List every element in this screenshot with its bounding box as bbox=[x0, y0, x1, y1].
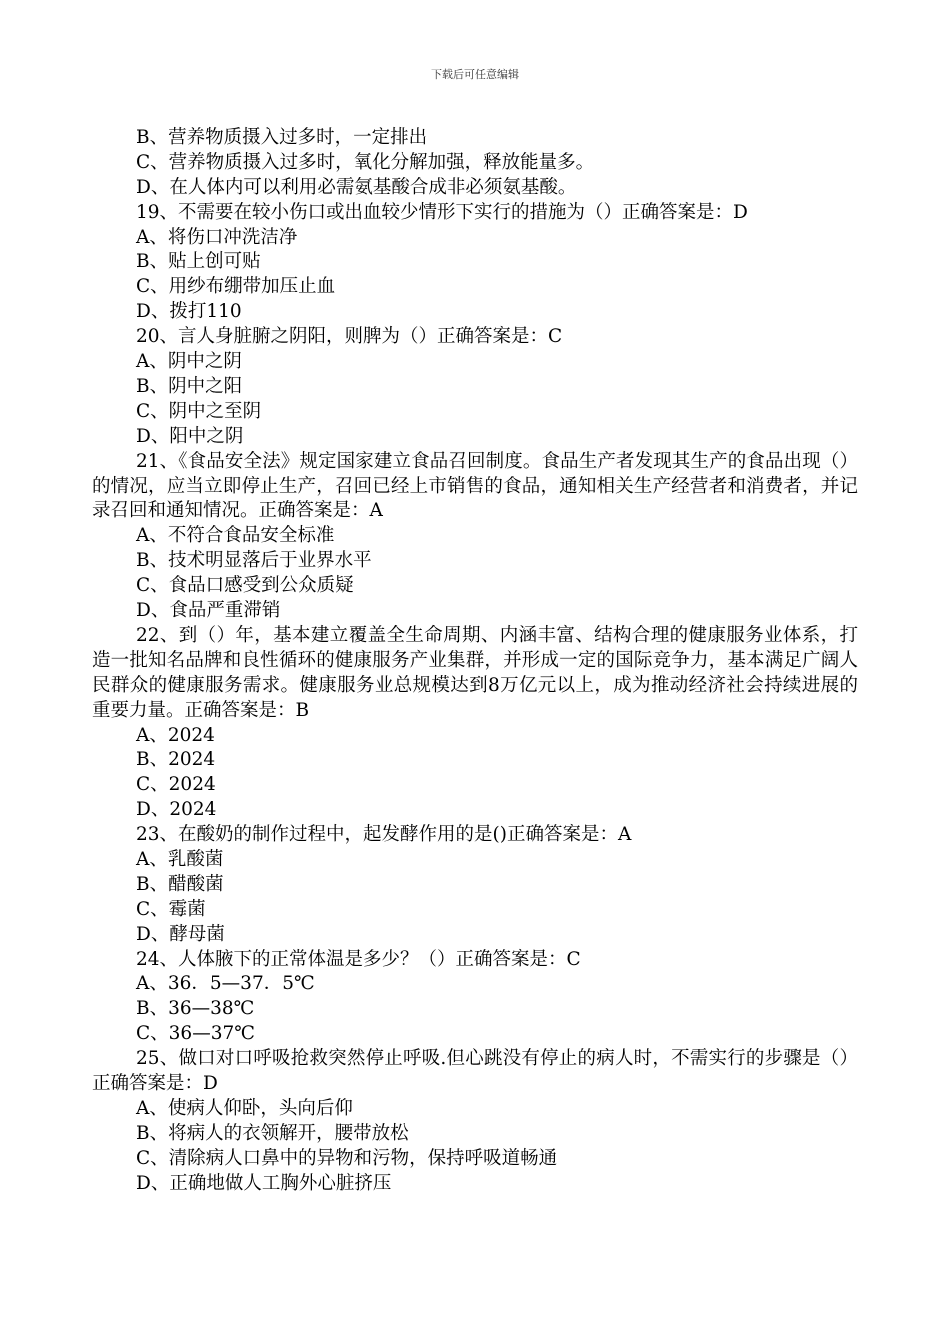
option-line: B、营养物质摄入过多时，一定排出 bbox=[136, 127, 428, 148]
option-line: C、霉菌 bbox=[136, 898, 206, 920]
option-line: C、食品口感受到公众质疑 bbox=[136, 575, 354, 597]
question-23: 23、在酸奶的制作过程中，起发酵作用的是()正确答案是：A bbox=[136, 824, 632, 846]
option-line: B、醋酸菌 bbox=[136, 873, 224, 895]
option-line: C、阴中之至阴 bbox=[136, 400, 262, 422]
option-line: C、用纱布绷带加压止血 bbox=[136, 276, 336, 298]
option-line: C、营养物质摄入过多时，氧化分解加强，释放能量多。 bbox=[136, 151, 595, 173]
option-line: C、36—37℃ bbox=[136, 1023, 255, 1045]
document-body bbox=[92, 126, 858, 1197]
option-line: D、阳中之阴 bbox=[136, 425, 244, 447]
option-line: B、将病人的衣领解开，腰带放松 bbox=[136, 1122, 409, 1144]
question-22: 22、到（）年，基本建立覆盖全生命周期、内涵丰富、结构合理的健康服务业体系，打造一批知名品牌和良性循环的健康服务产业集群，并形成一定的国际竞争力，基本满足广阔人民群众的健康服务需求。健康服务业总规模达到8万亿元以上，成为推动经济社会持续进展的重要力量。正确答案是：B bbox=[92, 624, 858, 721]
option-line: A、使病人仰卧，头向后仰 bbox=[136, 1097, 353, 1119]
option-line: B、2024 bbox=[136, 749, 216, 771]
option-line: D、2024 bbox=[136, 799, 217, 821]
option-line: B、阴中之阳 bbox=[136, 375, 243, 397]
option-line: C、清除病人口鼻中的异物和污物，保持呼吸道畅通 bbox=[136, 1147, 558, 1169]
option-line: A、将伤口冲洗洁净 bbox=[136, 226, 298, 248]
option-line: D、拨打110 bbox=[136, 301, 242, 323]
option-line: B、贴上创可贴 bbox=[136, 251, 261, 273]
option-line: A、阴中之阴 bbox=[136, 351, 242, 373]
question-21: 21、《食品安全法》规定国家建立食品召回制度。食品生产者发现其生产的食品出现（）的情况，应当立即停止生产，召回已经上市销售的食品，通知相关生产经营者和消费者，并记录召回和通知情况。正确答案是：A bbox=[92, 450, 858, 522]
option-line: D、在人体内可以利用必需氨基酸合成非必须氨基酸。 bbox=[136, 176, 577, 198]
question-24: 24、人体腋下的正常体温是多少？（）正确答案是：C bbox=[136, 948, 581, 970]
option-line: B、技术明显落后于业界水平 bbox=[136, 550, 372, 572]
question-20: 20、言人身脏腑之阴阳，则脾为（）正确答案是：C bbox=[136, 326, 563, 348]
option-line: D、食品严重滞销 bbox=[136, 600, 281, 621]
question-25: 25、做口对口呼吸抢救突然停止呼吸.但心跳没有停止的病人时，不需实行的步骤是（）正确答案是：D bbox=[92, 1048, 858, 1095]
option-line: A、2024 bbox=[136, 724, 215, 746]
option-line: D、酵母菌 bbox=[136, 923, 225, 945]
option-line: A、36．5—37．5℃ bbox=[136, 973, 315, 995]
page-header: 下载后可任意编辑 bbox=[431, 68, 519, 81]
option-line: C、2024 bbox=[136, 774, 216, 796]
option-line: A、乳酸菌 bbox=[136, 848, 224, 870]
question-19: 19、不需要在较小伤口或出血较少情形下实行的措施为（）正确答案是：D bbox=[136, 201, 748, 223]
option-line: D、正确地做人工胸外心脏挤压 bbox=[136, 1172, 392, 1194]
option-line: A、不符合食品安全标准 bbox=[136, 525, 335, 547]
option-line: B、36—38℃ bbox=[136, 998, 255, 1020]
